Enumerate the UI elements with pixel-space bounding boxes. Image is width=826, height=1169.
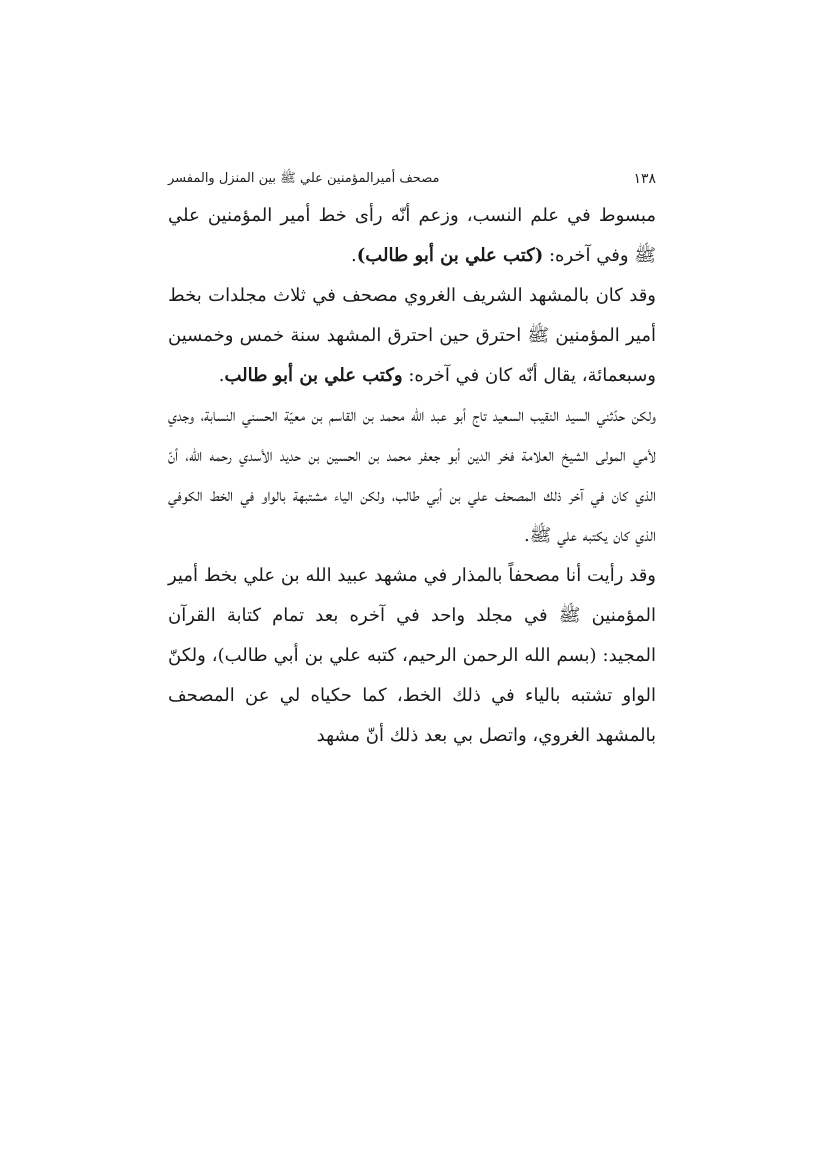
paragraph-1-end: . — [351, 245, 357, 266]
paragraph-2-end: . — [218, 365, 225, 386]
paragraph-4: وقد رأيت أنا مصحفاً بالمذار في مشهد عبيد الله بن علي بخط أمير المؤمنين ﷺ في مجلد واحد في آخره بعد تمام كتابة القرآن المجيد: (بسم الله الرحمن الرحيم، كتبه علي بن أبي طالب)، ولكنّ الواو تشتبه بالياء في ذلك الخط، كما حكياه لي عن المصحف بالمشهد الغروي، واتصل بي بعد ذلك أنّ مشهد — [168, 565, 656, 746]
running-header — [168, 168, 656, 190]
paragraph-1-text: مبسوط في علم النسب، وزعم أنّه رأى خط أمير المؤمنين علي ﷺ وفي آخره: — [168, 205, 656, 266]
paragraph-2 — [168, 276, 656, 396]
paragraph-1 — [168, 196, 656, 276]
body-text — [168, 196, 656, 756]
paragraph-1-quote: (كتب علي بن أبو طالب) — [356, 245, 544, 266]
paragraph-2-quote: وكتب علي بن أبو طالب — [224, 365, 403, 386]
running-title: مصحف أميرالمؤمنين علي ﷺ بين المنزل والمفسر — [168, 170, 440, 186]
paragraph-3: ولكن حدّثني السيد النقيب السعيد تاج أبو عبد الله محمد بن القاسم بن معيّة الحسني النسابة، وجدي لأمي المولى الشيخ العلامة فخر الدين أبو جعفر محمد بن الحسين بن حديد الأسدي رحمه الله، أنّ الذي كان في آخر ذلك المصحف علي بن أبي طالب، ولكن الياء مشتبهة بالواو في الخط الكوفي الذي كان يكتبه علي ﷺ. — [168, 405, 656, 546]
page-number: ١٣٨ — [633, 171, 656, 187]
paragraph-2-text: وقد كان بالمشهد الشريف الغروي مصحف في ثلاث مجلدات بخط أمير المؤمنين ﷺ احترق حين احترق المشهد سنة خمس وخمسين وسبعمائة، يقال أنّه كان في آخره: — [168, 285, 656, 386]
